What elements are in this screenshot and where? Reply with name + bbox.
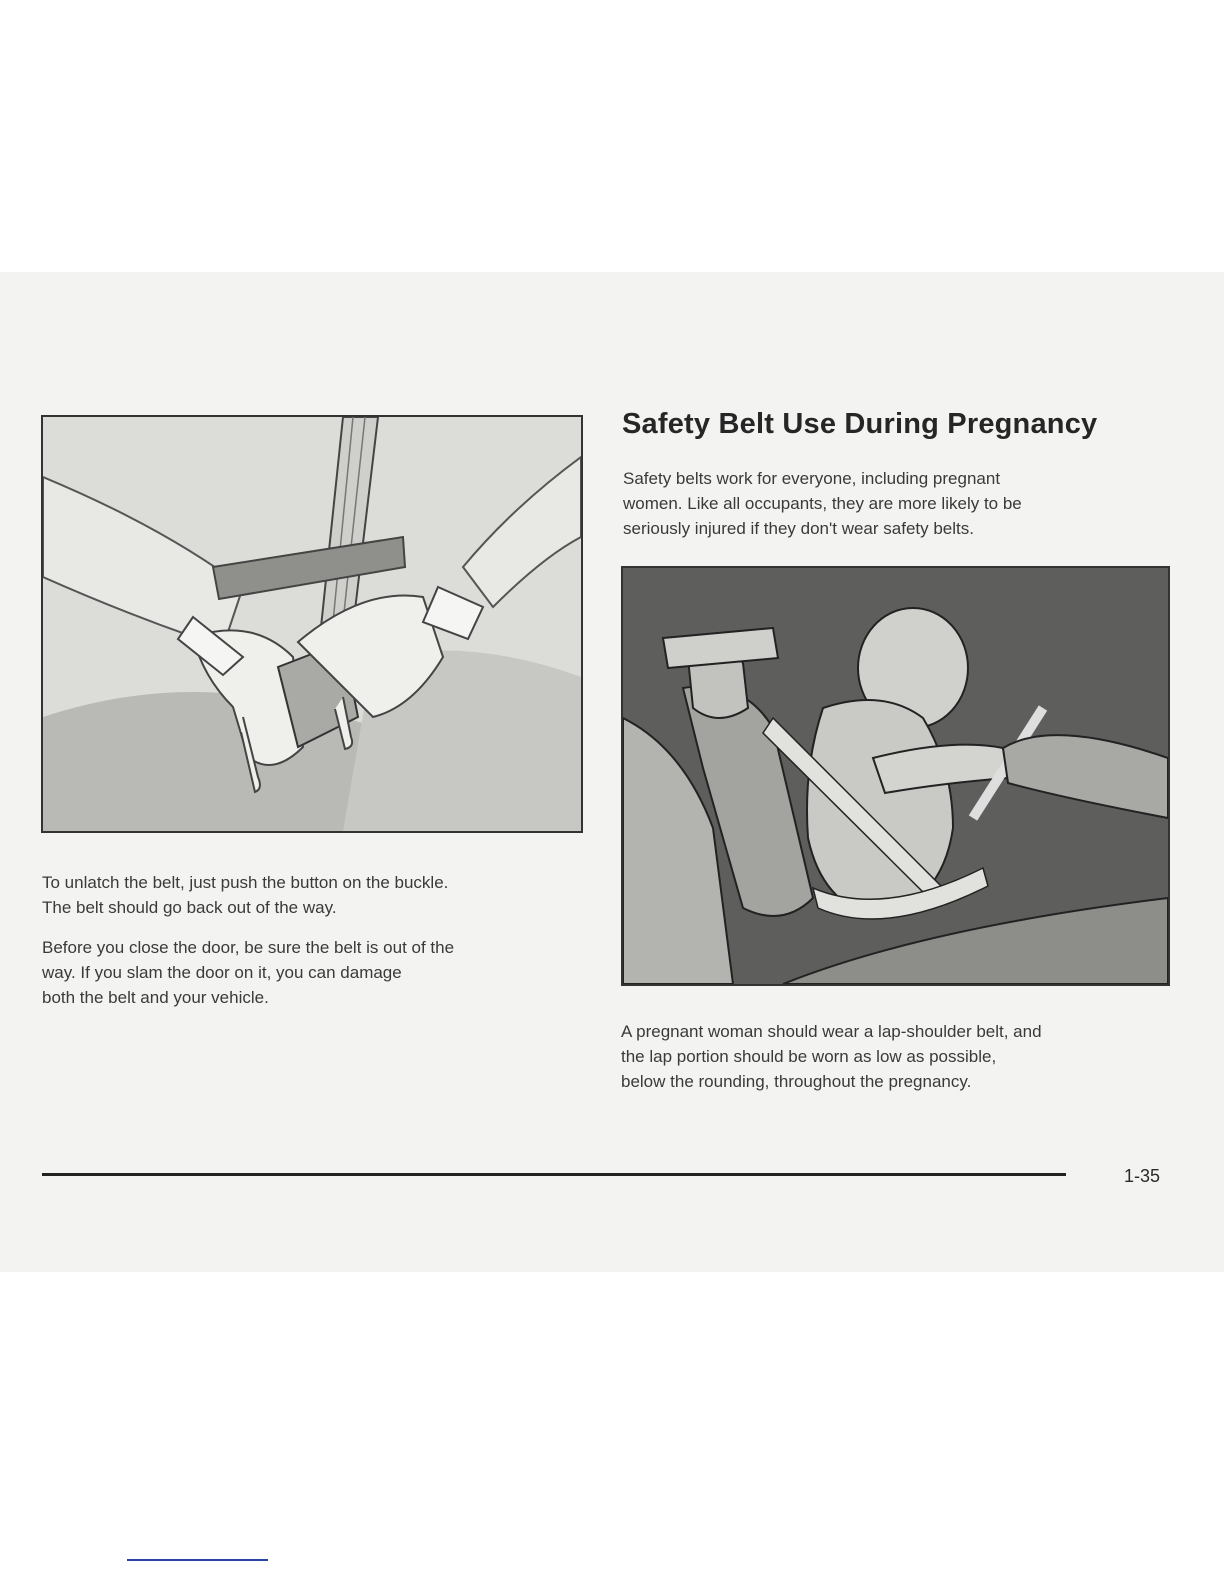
pregnant-line: below the rounding, throughout the pregnancy.	[621, 1072, 972, 1091]
unlatch-line: To unlatch the belt, just push the button on the buckle.	[42, 873, 449, 892]
footer-rule	[42, 1173, 1066, 1176]
section-heading: Safety Belt Use During Pregnancy	[622, 408, 1098, 440]
page-number: 1-35	[1124, 1166, 1161, 1186]
bottom-link-line	[127, 1559, 268, 1561]
buckle-unlatch-illustration	[41, 415, 583, 833]
pregnant-line: the lap portion should be worn as low as possible,	[621, 1047, 997, 1066]
pregnant-paragraph	[621, 1019, 1042, 1094]
pregnant-line: A pregnant woman should wear a lap-shoulder belt, and	[621, 1022, 1042, 1041]
pregnant-belt-illustration	[621, 566, 1170, 986]
door-line: Before you close the door, be sure the belt is out of the	[42, 938, 455, 957]
door-paragraph	[42, 935, 454, 1010]
unlatch-paragraph	[42, 870, 448, 920]
door-line: way. If you slam the door on it, you can damage	[42, 963, 402, 982]
intro-line: Safety belts work for everyone, including pregnant	[623, 469, 1001, 488]
intro-paragraph	[623, 466, 1022, 541]
unlatch-line: The belt should go back out of the way.	[42, 898, 337, 917]
door-line: both the belt and your vehicle.	[42, 988, 269, 1007]
intro-line: seriously injured if they don't wear safety belts.	[623, 519, 974, 538]
intro-line: women. Like all occupants, they are more likely to be	[623, 494, 1022, 513]
